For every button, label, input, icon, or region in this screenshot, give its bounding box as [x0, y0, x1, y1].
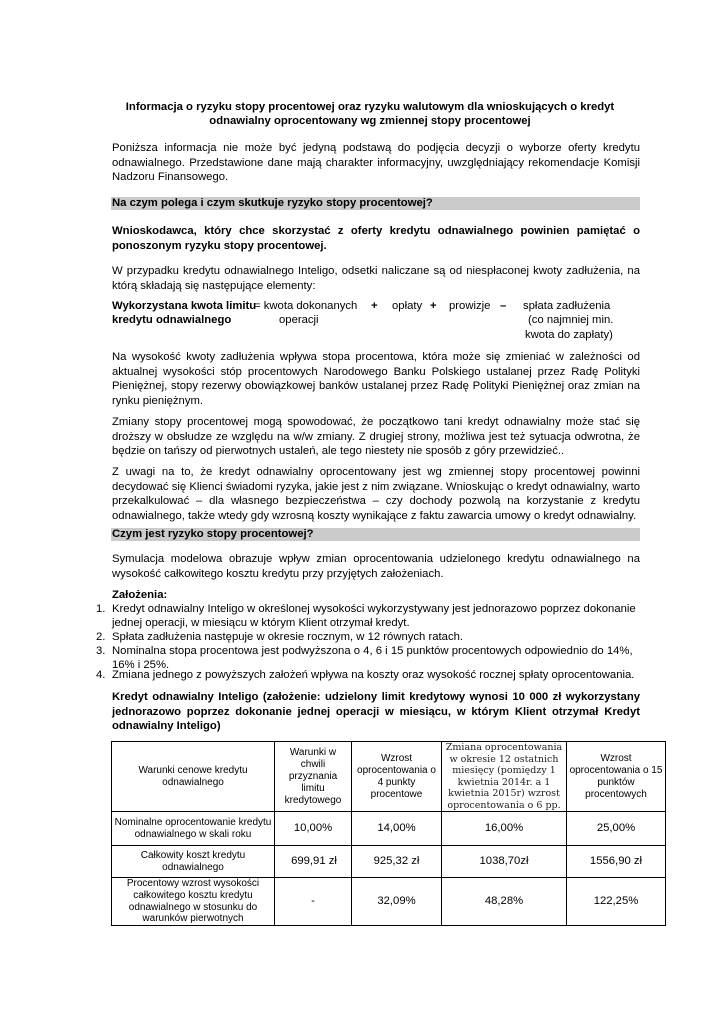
table-row: [112, 846, 666, 878]
value-cell: 1556,90 zł: [567, 846, 666, 878]
section-1-paragraph-2: Na wysokość kwoty zadłużenia wpływa stopa procentowa, która może się zmieniać w zależności od aktualnej wysokości stóp procentowych Narodowego Banku Polskiego ustalanej przez Radę Polityki Pieniężnej, stopy rezerwy obowiązkowej banków ustalanej przez Radę Polityki Pieniężnej oraz zmian na rynku pieniężnym.: [112, 351, 640, 407]
assumption-item: [96, 630, 640, 644]
assumption-number: 2.: [96, 631, 106, 643]
assumption-item: [96, 668, 640, 682]
debt-formula: [112, 299, 640, 343]
assumption-text: Zmiana jednego z powyższych założeń wpływa na koszty oraz wysokość rocznej spłaty oprocentowania.: [112, 669, 635, 681]
interest-rate-simulation-table: [111, 741, 666, 926]
value-cell: 699,91 zł: [275, 846, 352, 878]
table-caption: Kredyt odnawialny Inteligo (założenie: udzielony limit kredytowy wynosi 10 000 zł wykorzystany jednorazowo poprzez dokonanie jednej operacji w miesiącu, w którym Klient otrzymał Kredyt odnawialny Inteligo): [112, 691, 640, 733]
intro-paragraph: Poniższa informacja nie może być jedyną podstawą do podjęcia decyzji o wyborze oferty kredytu odnawialnego. Przedstawione dane mają charakter informacyjny, uwzględniający rekomendacje Komisji Nadzoru Finansowego.: [112, 142, 640, 184]
value-cell: 16,00%: [442, 812, 567, 846]
header-cell: Wzrost oprocentowania o 15 punktów procentowych: [567, 742, 666, 812]
assumption-text: Spłata zadłużenia następuje w okresie rocznym, w 12 równych ratach.: [112, 631, 464, 643]
header-cell: Wzrost oprocentowania o 4 punkty procentowe: [352, 742, 442, 812]
assumption-item: [96, 602, 640, 630]
header-cell: Warunki cenowe kredytu odnawialnego: [112, 742, 275, 812]
formula-fees: opłaty: [392, 300, 423, 312]
assumption-number: 1.: [96, 603, 106, 615]
formula-lhs-line-1: Wykorzystana kwota limitu: [112, 300, 257, 312]
formula-plus-2: +: [430, 300, 437, 312]
section-1-paragraph-3: Zmiany stopy procentowej mogą spowodować, że początkowo tani kredyt odnawialny może stać się droższy w obsłudze ze względu na w/w zmiany. Z drugiej strony, możliwa jest też sytuacja odwrotna, że będzie on tańszy od pierwotnych ustaleń, ale tego niestety nie sposób z góry przewidzieć..: [112, 416, 640, 458]
value-cell: 925,32 zł: [352, 846, 442, 878]
header-cell-handwritten: Zmiana oprocentowania w okresie 12 ostatnich miesięcy (pomiędzy 1 kwietnia 2014r. a 1 kwietnia 2015r) wzrost oprocentowania o 6 pp.: [442, 742, 567, 812]
value-cell: 14,00%: [352, 812, 442, 846]
value-cell: 122,25%: [567, 878, 666, 926]
formula-operations: operacji: [279, 314, 319, 327]
formula-note-1: (co najmniej min.: [528, 314, 614, 327]
section-2-heading: Czym jest ryzyko stopy procentowej?: [111, 528, 640, 541]
title-line-2: odnawialny oprocentowany wg zmiennej stopy procentowej: [209, 115, 531, 127]
formula-lhs-line-2: kredytu odnawialnego: [112, 314, 232, 327]
formula-minus: –: [500, 300, 507, 312]
assumption-text: Kredyt odnawialny Inteligo w określonej wysokości wykorzystywany jest jednorazowo poprzez dokonanie jednej operacji, w miesiącu w którym Klient otrzymał kredyt.: [112, 603, 636, 630]
header-cell: Warunki w chwili przyznania limitu kredytowego: [275, 742, 352, 812]
value-cell: 10,00%: [275, 812, 352, 846]
assumption-text: Nominalna stopa procentowa jest podwyższona o 4, 6 i 15 punktów procentowych odpowiednio do 14%, 16% i 25%.: [112, 645, 633, 672]
row-label: Procentowy wzrost wysokości całkowitego kosztu kredytu odnawialnego w stosunku do warunków pierwotnych: [112, 878, 275, 926]
table-header-row: [112, 742, 666, 812]
row-label: Całkowity koszt kredytu odnawialnego: [112, 846, 275, 878]
section-1-bold-note: Wnioskodawca, który chce skorzystać z oferty kredytu odnawialnego powinien pamiętać o ponoszonym ryzyku stopy procentowej.: [112, 225, 640, 252]
assumptions-label: Założenia:: [112, 589, 168, 601]
section-2-paragraph-1: Symulacja modelowa obrazuje wpływ zmian oprocentowania udzielonego kredytu odnawialnego na wysokość całkowitego kosztu kredytu przy przyjętych założeniach.: [112, 553, 640, 580]
table-row: [112, 812, 666, 846]
section-1-heading: Na czym polega i czym skutkuje ryzyko stopy procentowej?: [111, 197, 640, 210]
value-cell: 48,28%: [442, 878, 567, 926]
assumption-number: 4.: [96, 669, 106, 681]
assumption-number: 3.: [96, 645, 106, 657]
section-1-paragraph-1: W przypadku kredytu odnawialnego Inteligo, odsetki naliczane są od niespłaconej kwoty zadłużenia, na którą składają się następujące elementy:: [112, 265, 640, 292]
formula-equals: = kwota dokonanych: [254, 300, 358, 312]
section-1-paragraph-4: Z uwagi na to, że kredyt odnawialny oprocentowany jest wg zmiennej stopy procentowej powinni decydować się Klienci świadomi ryzyka, jakie jest z nim związane. Wnioskując o kredyt odnawialny, warto przekalkulować – dla własnego bezpieczeństwa – czy dochody pozwolą na korzystanie z kredytu odnawialnego, także wtedy gdy wzrosną koszty wynikające z faktu zawarcia umowy o kredyt odnawialny.: [112, 466, 640, 522]
formula-commissions: prowizje: [449, 300, 491, 312]
value-cell: -: [275, 878, 352, 926]
document-title: [110, 100, 630, 128]
value-cell: 25,00%: [567, 812, 666, 846]
title-line-1: Informacja o ryzyku stopy procentowej oraz ryzyku walutowym dla wnioskujących o kredyt: [125, 101, 615, 113]
formula-repayment: spłata zadłużenia: [523, 300, 611, 312]
row-label: Nominalne oprocentowanie kredytu odnawialnego w skali roku: [112, 812, 275, 846]
table-row: [112, 878, 666, 926]
value-cell: 32,09%: [352, 878, 442, 926]
formula-plus-1: +: [371, 300, 378, 312]
value-cell: 1038,70zł: [442, 846, 567, 878]
formula-note-2: kwota do zapłaty): [525, 328, 613, 341]
